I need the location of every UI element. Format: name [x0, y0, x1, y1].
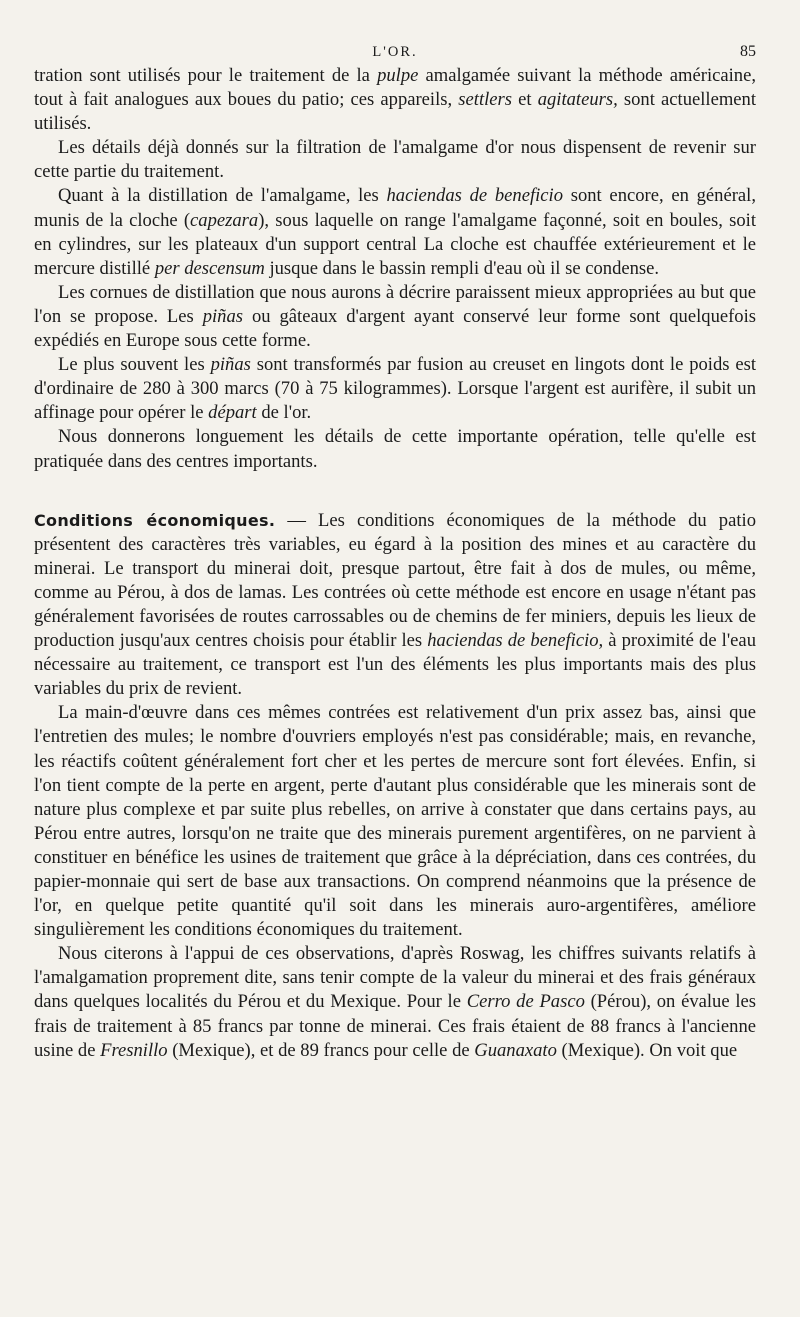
text-segment: Les cornues de distillation que nous aurons à décrire paraissent mieux appropriées au but que l'on se propose. Les: [34, 281, 756, 327]
page-number: 85: [740, 43, 756, 60]
text-segment: sont transformés par fusion au creuset en lingots dont le poids est d'ordinaire de 280 à 300 marcs (70 à 75 kilogrammes). Lorsque l'argent est aurifère, il subit un affinage pour opérer le: [34, 354, 756, 424]
paragraph-pulp-treatment: [34, 64, 756, 136]
text-segment: ), sous laquelle on range l'amalgame façonné, soit en boules, soit en cylindres, sur les plateaux d'un support central La cloche est chauffée extérieurement et le mercure distillé: [34, 209, 756, 279]
italic-term: agitateurs,: [537, 89, 618, 111]
italic-term: haciendas de beneficio,: [427, 630, 604, 652]
paragraph-details-note: Nous donnerons longuement les détails de cette importante opération, telle qu'elle est pratiquée dans des centres importants.: [34, 426, 756, 472]
text-segment: (Mexique). On voit que: [556, 1039, 738, 1061]
text-segment: (Mexique), et de 89 francs pour celle de: [167, 1039, 475, 1061]
text-segment: — Les conditions économiques de la méthode du patio présentent des caractères très variables, eu égard à la position des mines et au caractère du minerai. Le transport du minerai doit, presque partout, être fait à dos de mules, ou même, comme au Pérou, à dos de lamas. Les contrées où cette méthode est encore en usage n'étant pas généralement favorisées de routes carrossables ou de chemins de fer miniers, depuis les lieux de production jusqu'aux centres choisis pour établir les: [34, 509, 756, 652]
paragraph-economic-conditions: [34, 509, 756, 702]
italic-term: Guanaxato: [474, 1039, 557, 1061]
italic-term: piñas: [210, 354, 251, 376]
text-segment: Le plus souvent les: [58, 354, 211, 376]
text-segment: ou gâteaux d'argent ayant conservé leur forme sont quelquefois expédiés en Europe sous cette forme.: [34, 305, 757, 352]
paragraph-ingots: [34, 353, 756, 425]
italic-term: settlers: [458, 89, 513, 111]
italic-term: piñas: [202, 305, 244, 327]
text-segment: amalgamée suivant la méthode américaine, tout à fait analogues aux boues du patio; ces appareils,: [34, 65, 757, 111]
text-segment: à proximité de l'eau nécessaire au traitement, ce transport est l'un des éléments les plus importants mais des plus variables du prix de revient.: [34, 630, 756, 700]
text-segment: Quant à la distillation de l'amalgame, les: [58, 185, 387, 207]
section-spacer: [34, 474, 756, 509]
text-segment: jusque dans le bassin rempli d'eau où il se condense.: [264, 257, 660, 279]
text-segment: et: [512, 89, 538, 111]
italic-term: Cerro de Pasco: [466, 991, 585, 1013]
paragraph-filtration: Les détails déjà donnés sur la filtration de l'amalgame d'or nous dispensent de revenir sur cette partie du traitement.: [34, 137, 756, 183]
text-segment: Nous citerons à l'appui de ces observations, d'après Roswag, les chiffres suivants relatifs à l'amalgamation proprement dite, sans tenir compte de la valeur du minerai et des frais généraux dans quelques localités du Pérou et du Mexique. Pour le: [34, 943, 756, 1013]
italic-term: haciendas de beneficio: [386, 185, 563, 207]
text-segment: tration sont utilisés pour le traitement de la: [34, 65, 378, 86]
italic-term: Fresnillo: [100, 1039, 168, 1061]
paragraph-labor-costs: La main-d'œuvre dans ces mêmes contrées est relativement d'un prix assez bas, ainsi que l'entretien des mules; le nombre d'ouvriers employés n'est pas considérable; mais, en revanche, les réactifs coûtent généralement fort cher et les pertes de mercure sont fort élevées. Enfin, si l'on tient compte de la perte en argent, perte d'autant plus considérable que les minerais sont de nature plus complexe et par suite plus rebelles, on arrive à constater que dans certains pays, au Pérou entre autres, lorsqu'on ne traite que des minerais purement argentifères, on ne parvient à constituer en bénéfice les usines de traitement que grâce à la dépréciation, dans ces contrées, du papier-monnaie qui sert de base aux transactions. On comprend néanmoins que la présence de l'or, en quelque petite quantité qu'il soit dans les minerais auro-argentifères, améliore singulièrement les conditions économiques du traitement.: [34, 702, 756, 941]
section-heading: Conditions économiques.: [34, 510, 276, 530]
paragraph-retorts: [34, 281, 756, 353]
text-segment: de l'or.: [256, 402, 312, 424]
italic-term: départ: [208, 402, 257, 424]
text-segment: (Pérou), on évalue les frais de traitement à 85 francs par tonne de minerai. Ces frais étaient de 88 francs à l'ancienne usine de: [34, 991, 756, 1061]
running-title: L'OR.: [372, 44, 418, 60]
running-header: [34, 30, 756, 64]
italic-term: pulpe: [377, 65, 419, 86]
paragraph-cost-figures: [34, 942, 756, 1062]
italic-term: capezara: [190, 209, 259, 231]
text-segment: sont encore, en général, munis de la cloche (: [34, 185, 756, 231]
italic-term: per descensum: [154, 257, 265, 279]
paragraph-distillation: [34, 184, 756, 280]
text-segment: sont actuellement utilisés.: [34, 89, 757, 135]
